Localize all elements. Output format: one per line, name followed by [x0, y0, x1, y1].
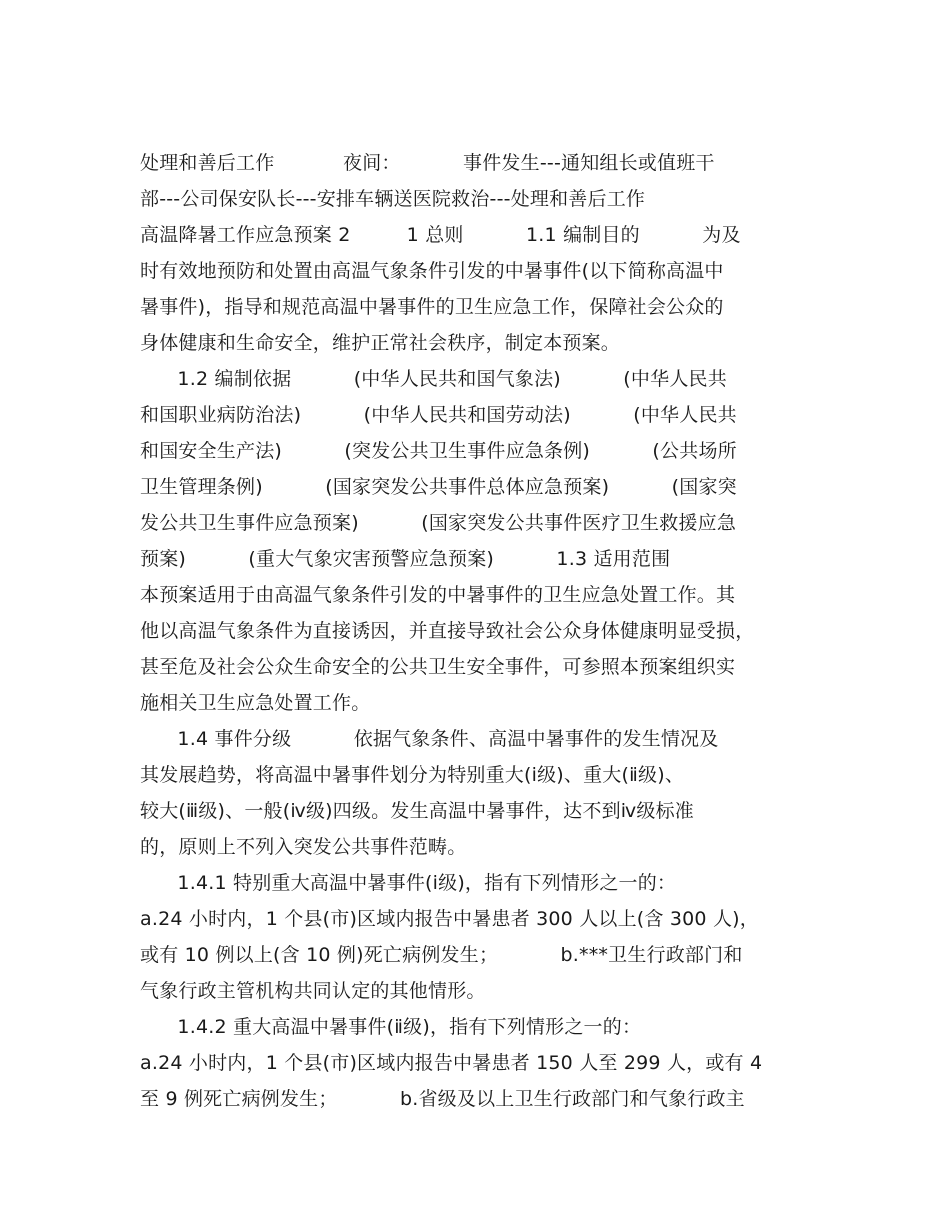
text-line: a.24 小时内，1 个县(市)区域内报告中暑患者 300 人以上(含 300 人)， — [140, 908, 759, 930]
text-line: 气象行政主管机构共同认定的其他情形。 — [140, 980, 486, 1002]
text-line: 施相关卫生应急处置工作。 — [140, 692, 371, 714]
text-line: a.24 小时内，1 个县(市)区域内报告中暑患者 150 人至 299 人，或有 4 — [140, 1052, 763, 1074]
text-line: 甚至危及社会公众生命安全的公共卫生安全事件，可参照本预案组织实 — [140, 656, 736, 678]
text-line: 和国职业病防治法) (中华人民共和国劳动法) (中华人民共 — [140, 404, 737, 426]
text-line: 1.4.1 特别重大高温中暑事件(ⅰ级)，指有下列情形之一的： — [140, 872, 677, 894]
text-line: 预案) (重大气象灾害预警应急预案) 1.3 适用范围 — [140, 548, 671, 570]
text-line: 和国安全生产法) (突发公共卫生事件应急条例) (公共场所 — [140, 440, 737, 462]
text-line: 卫生管理条例) (国家突发公共事件总体应急预案) (国家突 — [140, 476, 737, 498]
text-line: 本预案适用于由高温气象条件引发的中暑事件的卫生应急处置工作。其 — [140, 584, 736, 606]
text-line: 部---公司保安队长---安排车辆送医院救治---处理和善后工作 — [140, 188, 646, 210]
text-line: 身体健康和生命安全，维护正常社会秩序，制定本预案。 — [140, 332, 621, 354]
text-line: 暑事件)，指导和规范高温中暑事件的卫生应急工作，保障社会公众的 — [140, 296, 724, 318]
text-line: 其发展趋势，将高温中暑事件划分为特别重大(ⅰ级)、重大(ⅱ级)、 — [140, 764, 685, 786]
text-line: 1.4.2 重大高温中暑事件(ⅱ级)，指有下列情形之一的： — [140, 1016, 642, 1038]
text-line: 处理和善后工作 夜间： 事件发生---通知组长或值班干 — [140, 152, 715, 174]
text-line: 至 9 例死亡病例发生； b.省级及以上卫生行政部门和气象行政主 — [140, 1088, 745, 1110]
text-line: 他以高温气象条件为直接诱因，并直接导致社会公众身体健康明显受损， — [140, 620, 755, 642]
text-line: 时有效地预防和处置由高温气象条件引发的中暑事件(以下简称高温中 — [140, 260, 724, 282]
text-line: 发公共卫生事件应急预案) (国家突发公共事件医疗卫生救援应急 — [140, 512, 737, 534]
text-line: 1.2 编制依据 (中华人民共和国气象法) (中华人民共 — [140, 368, 727, 390]
text-line: 1.4 事件分级 依据气象条件、高温中暑事件的发生情况及 — [140, 728, 719, 750]
text-line: 较大(ⅲ级)、一般(ⅳ级)四级。发生高温中暑事件，达不到ⅳ级标准 — [140, 800, 694, 822]
text-line: 或有 10 例以上(含 10 例)死亡病例发生； b.***卫生行政部门和 — [140, 944, 743, 966]
text-line: 高温降暑工作应急预案 2 1 总则 1.1 编制目的 为及 — [140, 224, 741, 246]
text-line: 的，原则上不列入突发公共事件范畴。 — [140, 836, 467, 858]
